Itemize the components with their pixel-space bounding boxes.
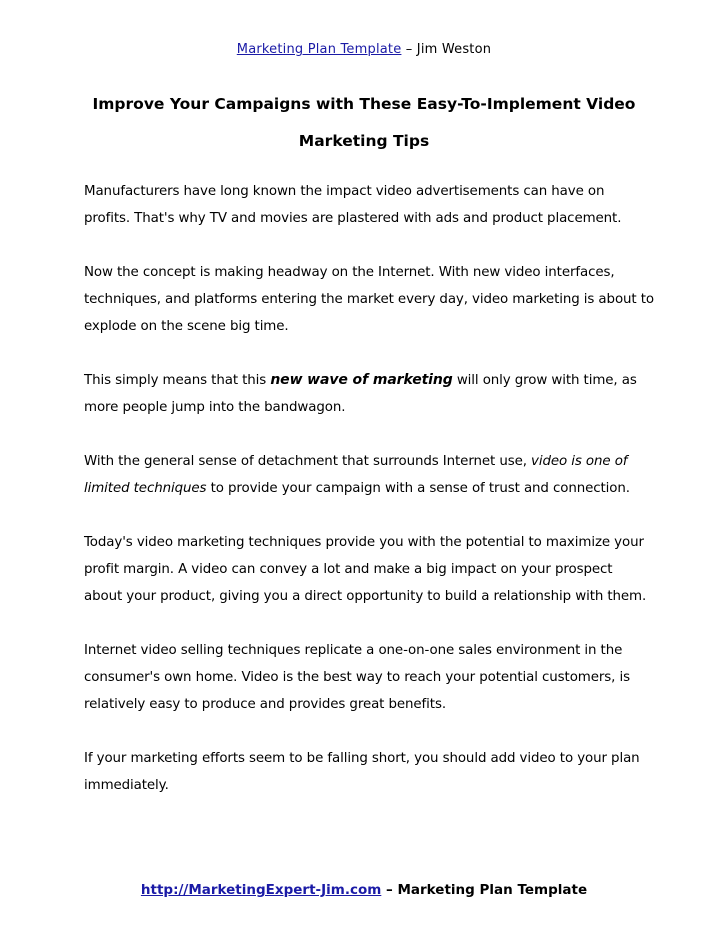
paragraph-4-text-start: With the general sense of detachment that surrounds Internet use, — [84, 454, 532, 469]
footer-label: Marketing Plan Template — [397, 882, 588, 898]
document-title — [80, 86, 648, 160]
header-separator: – — [401, 42, 417, 57]
paragraph-4 — [84, 448, 654, 502]
header-author: Jim Weston — [416, 42, 492, 57]
header-link-marketing-plan-template[interactable]: Marketing Plan Template — [236, 42, 402, 57]
footer-link-website[interactable]: http://MarketingExpert-Jim.com — [140, 882, 382, 898]
document-title-line-2: Marketing Tips — [298, 132, 430, 150]
paragraph-6: Internet video selling techniques replicate a one-on-one sales environment in the consumer's own home. Video is the best way to reach your potential customers, is relatively easy to produce and provides great benefits. — [84, 643, 630, 712]
paragraph-3-text-start: This simply means that this — [84, 373, 271, 388]
footer-separator: – — [381, 882, 398, 898]
paragraph-5: Today's video marketing techniques provide you with the potential to maximize your profit margin. A video can convey a lot and make a big impact on your prospect about your product, giving you a direct opportunity to build a relationship with them. — [84, 535, 647, 604]
paragraph-3-emphasis: new wave of marketing — [270, 372, 453, 388]
document-title-line-1: Improve Your Campaigns with These Easy-To-Implement Video — [92, 95, 636, 113]
paragraph-4-text-end: to provide your campaign with a sense of trust and connection. — [206, 481, 630, 496]
paragraph-1: Manufacturers have long known the impact video advertisements can have on profits. That's why TV and movies are plastered with ads and product placement. — [84, 184, 622, 226]
paragraph-7: If your marketing efforts seem to be falling short, you should add video to your plan immediately. — [84, 751, 640, 793]
document-body — [84, 178, 654, 826]
page-footer — [0, 880, 728, 900]
paragraph-2: Now the concept is making headway on the Internet. With new video interfaces, techniques, and platforms entering the market every day, video marketing is about to explode on the scene big time. — [84, 265, 654, 334]
paragraph-3-text-end: will only grow with time, as more people jump into the bandwagon. — [84, 373, 637, 415]
paragraph-4-emphasis: video is one of limited techniques — [84, 454, 628, 496]
page-header — [0, 40, 728, 60]
paragraph-3 — [84, 367, 654, 421]
